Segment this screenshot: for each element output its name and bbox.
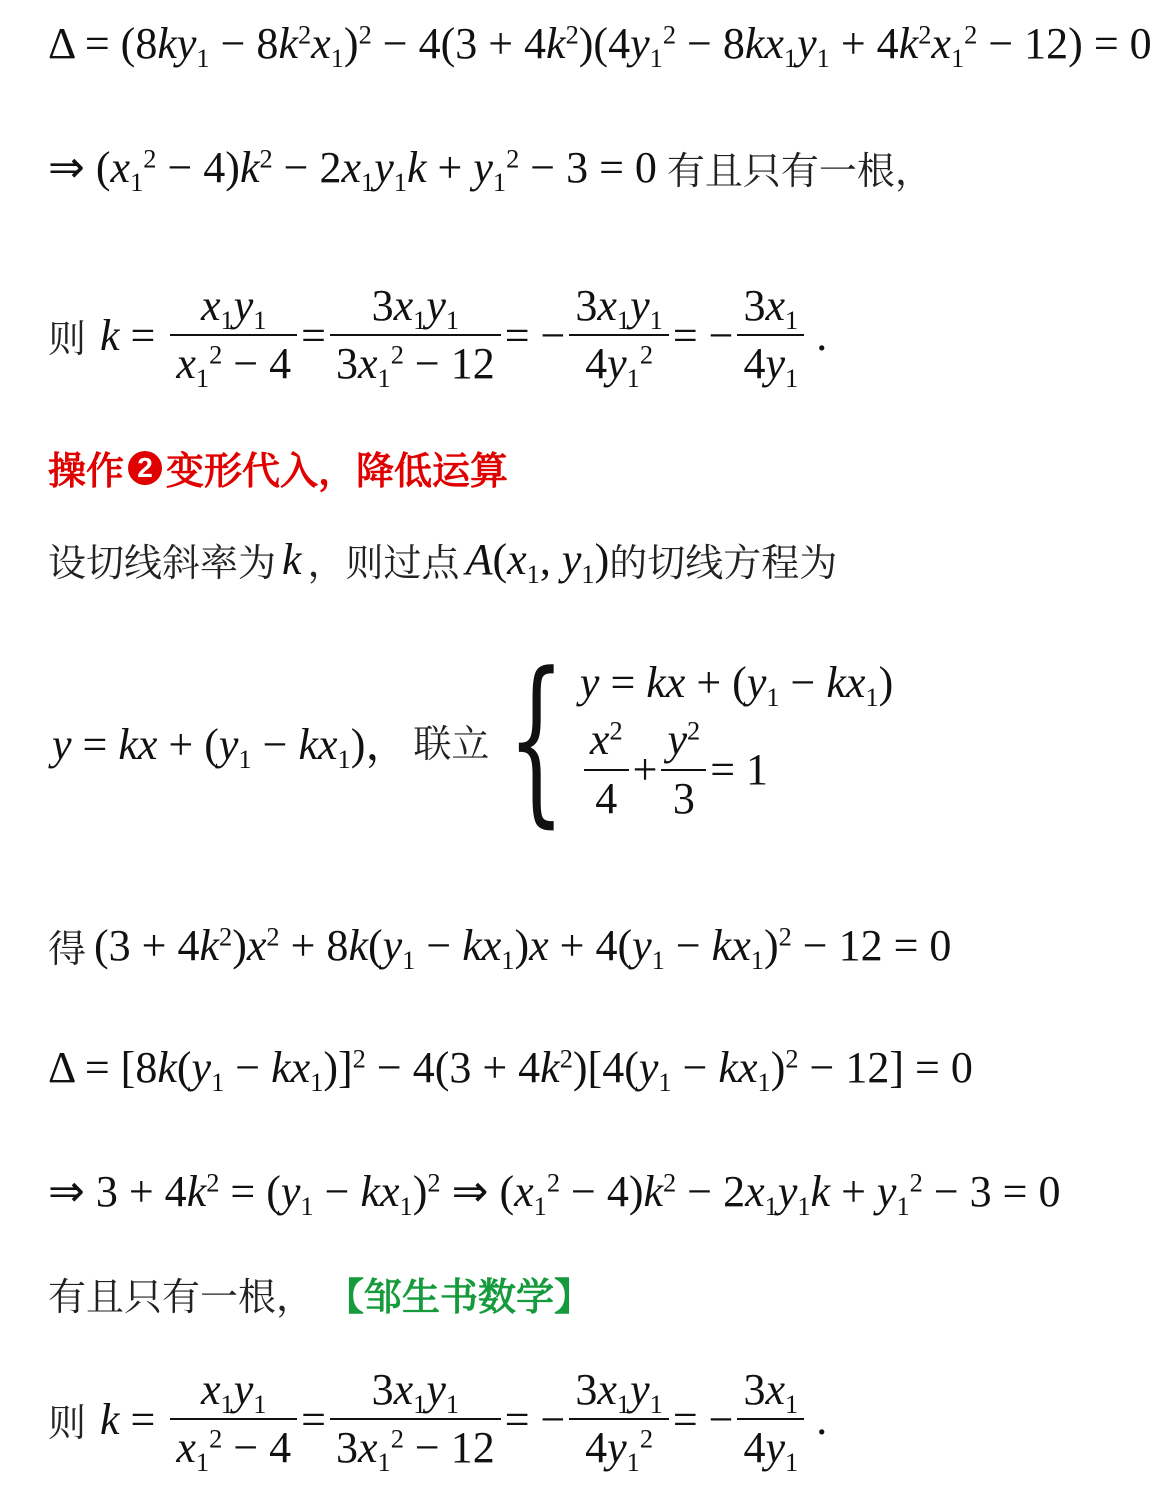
number-2-badge: 2	[128, 451, 162, 485]
equation-quadratic-in-k-1: ⇒ $(x_1^2 - 4)k^2 - 2x_1y_1k + y_1^2 - 3 = 0$ 有且只有一根，	[48, 140, 933, 195]
heading-label-b: 变形代入，降低运算	[166, 449, 509, 493]
section-heading-2	[48, 440, 508, 495]
de-label: 得	[48, 927, 87, 971]
watermark-label: 【邹生书数学】	[326, 1275, 593, 1319]
equation-k-result-1: 则 k = $\frac{x_1y_1}{x_1^2 - 4}$ = $\frac{3x_1y_1}{3x_1^2 - 12}$ = − $\frac{3x_1y_1}{4y_1^2}$ = − $\frac{3x_1}{4y_1}$ .	[48, 281, 828, 394]
unique-root-line-2	[48, 1266, 592, 1321]
system-brace: {	[508, 635, 566, 844]
lianli-label: 联立	[413, 721, 490, 766]
unique-root-text-1: 有且只有一根，	[666, 149, 933, 193]
equation-quadratic-in-k-2: ⇒ $3 + 4k^2 = (y_1 - kx_1)^2$ ⇒ $(x_1^2 - 4)k^2 - 2x_1y_1k + y_1^2 - 3 = 0$	[48, 1167, 1061, 1222]
unique-root-text-2: 有且只有一根，	[48, 1275, 315, 1319]
tangent-intro-sentence: 设切线斜率为 k ，则过点 $A(x_1$, $y_1$) 的切线方程为	[48, 535, 838, 590]
equation-substituted-quadratic: 得 $(3 + 4k^2)x^2 + 8k(y_1 - kx_1)x + 4(y_1 - kx_1)^2 - 12 = 0$	[48, 918, 951, 973]
heading-label-a: 操作	[48, 449, 125, 493]
ze-label-1: 则	[48, 316, 87, 361]
equation-discriminant-1: $\Delta = (8ky_1 - 8k^2x_1)^2 - 4(3 + 4k^2)(4y_1^2 - 8kx_1y_1 + 4k^2x_1^2 - 12) = 0$	[48, 19, 1152, 74]
equation-discriminant-2: $\Delta = [8k(y_1 - kx_1)]^2 - 4(3 + 4k^2)[4(y_1 - kx_1)^2 - 12] = 0$	[48, 1043, 973, 1098]
ze-label-2: 则	[48, 1400, 87, 1445]
tangent-line-system: y = kx + $(y_1 - kx_1)$， 联立 { y = kx + $(y_1 - kx_1)$ $\frac{x^2}{4}$ + $\frac{y^2}{3}$ = 1	[52, 635, 894, 844]
equation-k-result-2: 则 k = $\frac{x_1y_1}{x_1^2 - 4}$ = $\frac{3x_1y_1}{3x_1^2 - 12}$ = − $\frac{3x_1y_1}{4y_1^2}$ = − $\frac{3x_1}{4y_1}$ .	[48, 1365, 828, 1478]
